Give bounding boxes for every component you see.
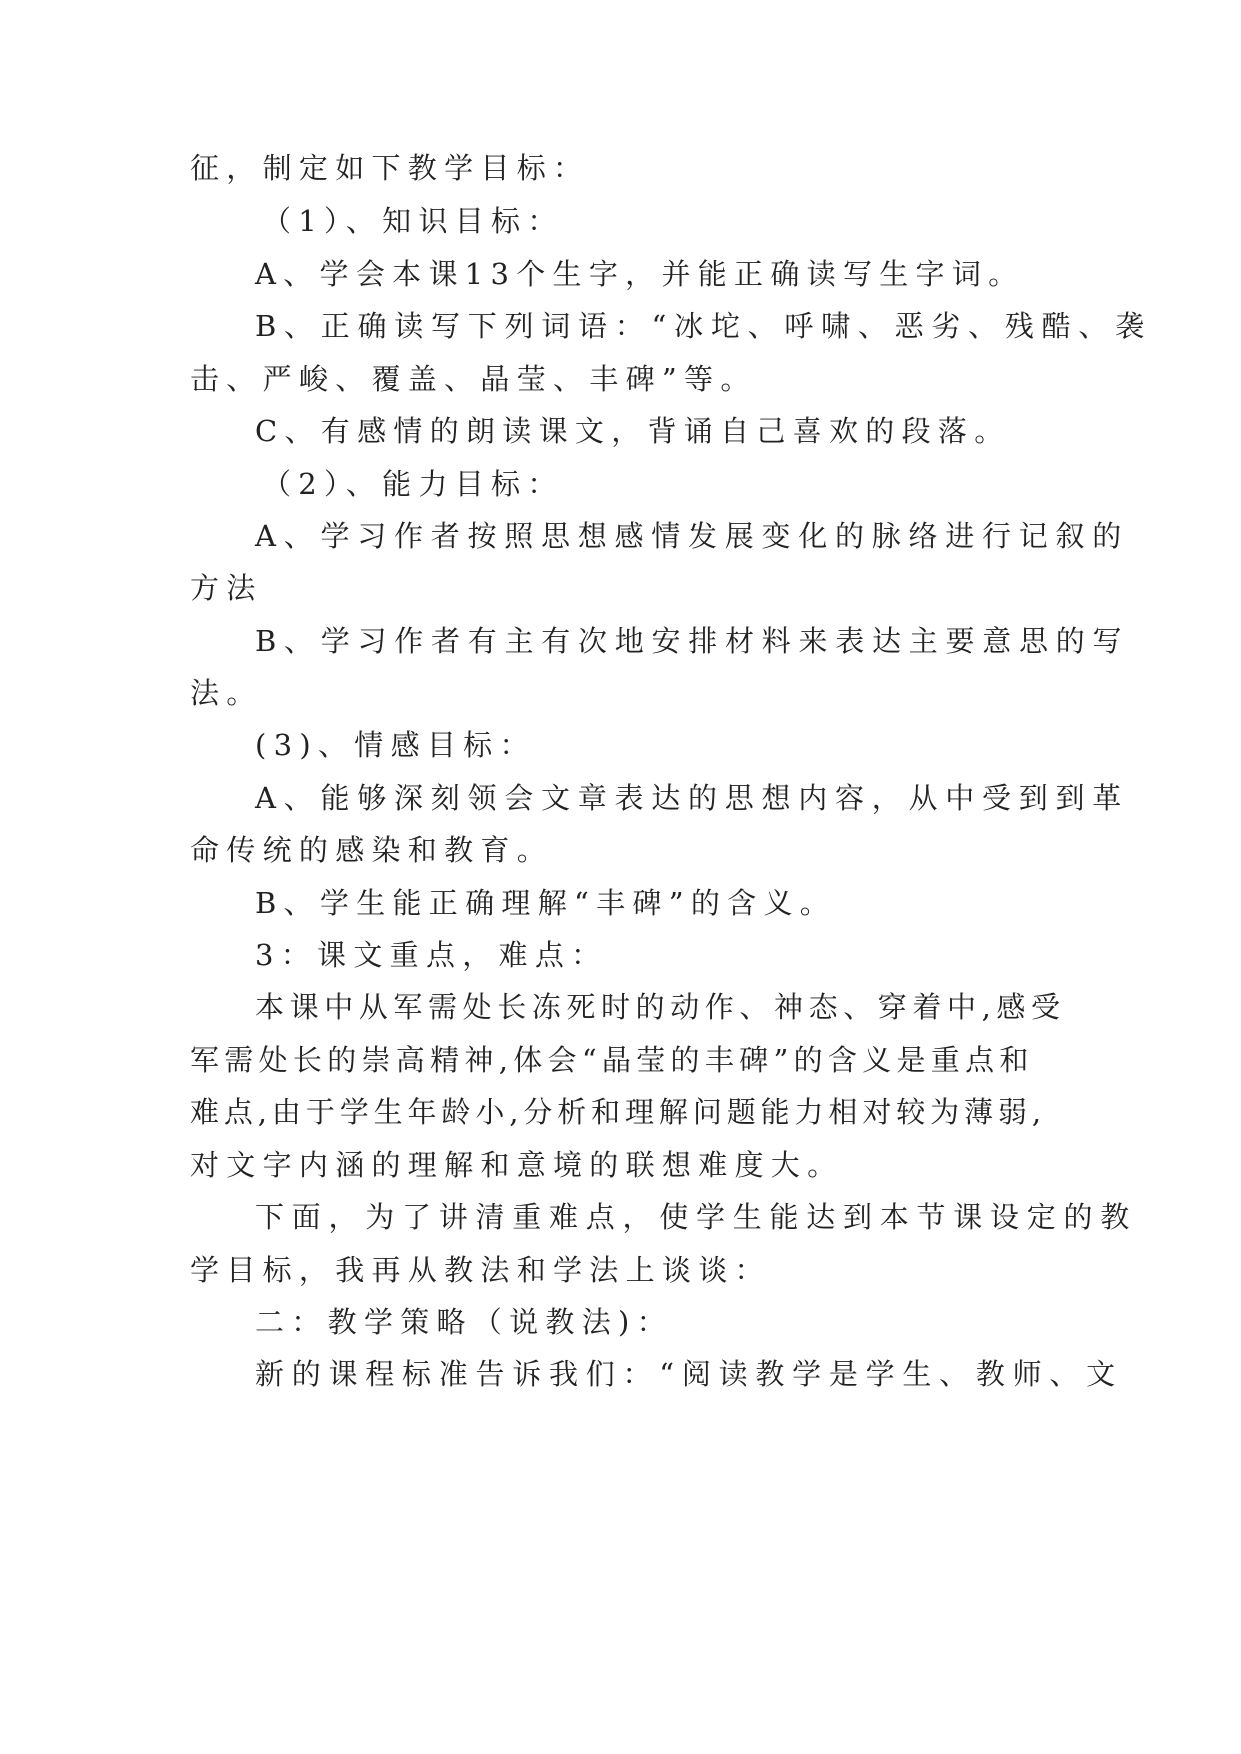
text-line: A、能够深刻领会文章表达的思想内容，从中受到到革 [255, 781, 1129, 815]
text-line: 下面，为了讲清重难点，使学生能达到本节课设定的教 [255, 1200, 1138, 1234]
text-line: A、学习作者按照思想感情发展变化的脉络进行记叙的 [255, 519, 1129, 553]
text-line: 方法 [190, 571, 263, 605]
text-line: 军需处长的崇高精神,体会“晶莹的丰碑”的含义是重点和 [190, 1043, 1034, 1077]
text-line: C、有感情的朗读课文，背诵自己喜欢的段落。 [255, 414, 1011, 448]
text-line: B、学生能正确理解“丰碑”的含义。 [255, 886, 837, 920]
text-line: 难点,由于学生年龄小,分析和理解问题能力相对较为薄弱, [190, 1095, 1046, 1129]
text-line: 对文字内涵的理解和意境的联想难度大。 [190, 1148, 844, 1182]
text-line: B、正确读写下列词语：“冰坨、呼啸、恶劣、残酷、袭 [255, 309, 1152, 343]
section-heading: （2）、能力目标： [262, 467, 564, 501]
section-heading: （1）、知识目标： [262, 204, 564, 238]
text-line: 新的课程标准告诉我们：“阅读教学是学生、教师、文 [255, 1357, 1123, 1391]
text-line: 本课中从军需处长冻死时的动作、神态、穿着中,感受 [255, 990, 1066, 1024]
text-line: 法。 [190, 676, 263, 710]
text-line: 击、严峻、覆盖、晶莹、丰碑”等。 [190, 362, 757, 396]
text-line: A、学会本课13个生字，并能正确读写生字词。 [255, 257, 1025, 291]
text-line: B、学习作者有主有次地安排材料来表达主要意思的写 [255, 624, 1130, 658]
text-line: 学目标，我再从教法和学法上谈谈： [190, 1253, 771, 1287]
text-line: 征，制定如下教学目标： [190, 151, 590, 185]
section-heading: (3)、情感目标： [255, 728, 536, 762]
text-line: 命传统的感染和教育。 [190, 833, 554, 867]
section-heading: 二：教学策略（说教法)： [255, 1305, 673, 1339]
section-heading: 3：课文重点，难点： [255, 938, 608, 972]
